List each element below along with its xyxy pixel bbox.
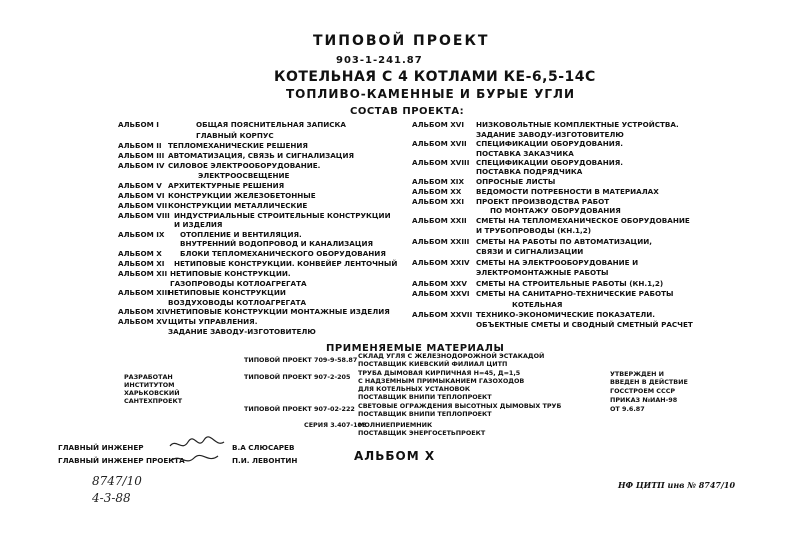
handwritten-number: 8747/10 (92, 474, 142, 488)
list-item: АЛЬБОМ XXVII ТЕХНИКО-ЭКОНОМИЧЕСКИЕ ПОКАЗАТЕЛИ. (412, 310, 655, 319)
material-desc: МОЛНИЕПРИЕМНИК (358, 421, 433, 429)
archive-code: НФ ЦИТП инв № 8747/10 (618, 480, 736, 490)
list-item: АЛЬБОМ II ТЕПЛОМЕХАНИЧЕСКИЕ РЕШЕНИЯ (118, 141, 308, 150)
list-item: АЛЬБОМ IX ОТОПЛЕНИЕ И ВЕНТИЛЯЦИЯ. (118, 230, 302, 239)
material-desc: СКЛАД УГЛЯ С ЖЕЛЕЗНОДОРОЖНОЙ ЭСТАКАДОЙ (358, 352, 545, 360)
material-supplier: ПОСТАВЩИК КИЕВСКИЙ ФИЛИАЛ ЦИТП (358, 360, 508, 368)
material-supplier: ПОСТАВЩИК ВНИПИ ТЕПЛОПРОЕКТ (358, 410, 492, 418)
list-item: АЛЬБОМ XXIV СМЕТЫ НА ЭЛЕКТРООБОРУДОВАНИЕ И (412, 258, 639, 267)
list-item: АЛЬБОМ XX ВЕДОМОСТИ ПОТРЕБНОСТИ В МАТЕРИАЛАХ (412, 187, 659, 196)
list-item: АЛЬБОМ XXI ПРОЕКТ ПРОИЗВОДСТВА РАБОТ (412, 197, 610, 206)
list-item: АЛЬБОМ XXIII СМЕТЫ НА РАБОТЫ ПО АВТОМАТИЗАЦИИ, (412, 237, 652, 246)
list-item: АЛЬБОМ III АВТОМАТИЗАЦИЯ, СВЯЗЬ И СИГНАЛИЗАЦИЯ (118, 151, 355, 160)
project-code: 903-1-241.87 (336, 55, 423, 66)
list-item: АЛЬБОМ XV ЩИТЫ УПРАВЛЕНИЯ. (118, 317, 258, 326)
material-desc: С НАДЗЕМНЫМ ПРИМЫКАНИЕМ ГАЗОХОДОВ (358, 377, 525, 385)
list-item: АЛЬБОМ VIII ИНДУСТРИАЛЬНЫЕ СТРОИТЕЛЬНЫЕ КОНСТРУКЦИИ (118, 211, 391, 220)
list-item: АЛЬБОМ XXV СМЕТЫ НА СТРОИТЕЛЬНЫЕ РАБОТЫ (КН.1,2) (412, 279, 664, 288)
list-item: АЛЬБОМ I ОБЩАЯ ПОЯСНИТЕЛЬНАЯ ЗАПИСКА (118, 120, 346, 129)
material-project: ТИПОВОЙ ПРОЕКТ 907-2-205 (244, 373, 351, 381)
material-supplier: ПОСТАВЩИК ВНИПИ ТЕПЛОПРОЕКТ (358, 393, 492, 401)
material-desc: ДЛЯ КОТЕЛЬНЫХ УСТАНОВОК (358, 385, 471, 393)
list-item: АЛЬБОМ XXII СМЕТЫ НА ТЕПЛОМЕХАНИЧЕСКОЕ ОБОРУДОВАНИЕ (412, 216, 690, 225)
signature-name: П.И. ЛЕВОНТИН (232, 456, 298, 465)
album-label: АЛЬБОМ Х (354, 449, 436, 463)
list-item: АЛЬБОМ XIV НЕТИПОВЫЕ КОНСТРУКЦИИ МОНТАЖНЫЕ ИЗДЕЛИЯ (118, 307, 390, 316)
list-item: АЛЬБОМ XVII СПЕЦИФИКАЦИИ ОБОРУДОВАНИЯ. (412, 139, 624, 148)
material-desc: СВЕТОВЫЕ ОГРАЖДЕНИЯ ВЫСОТНЫХ ДЫМОВЫХ ТРУБ (358, 402, 562, 410)
project-subtitle: КОТЕЛЬНАЯ С 4 КОТЛАМИ КЕ-6,5-14С (274, 69, 596, 85)
list-item: АЛЬБОМ V АРХИТЕКТУРНЫЕ РЕШЕНИЯ (118, 181, 285, 190)
signature-scribble (168, 436, 228, 468)
signature-name: В.А СЛЮСАРЕВ (232, 443, 295, 452)
fuel-type: ТОПЛИВО-КАМЕННЫЕ И БУРЫЕ УГЛИ (286, 87, 576, 101)
material-project: СЕРИЯ 3.407-108 (304, 421, 367, 429)
list-item: АЛЬБОМ IV СИЛОВОЕ ЭЛЕКТРООБОРУДОВАНИЕ. (118, 161, 321, 170)
signature-role: ГЛАВНЫЙ ИНЖЕНЕР (58, 443, 144, 452)
signature-role: ГЛАВНЫЙ ИНЖЕНЕР ПРОЕКТА (58, 456, 185, 465)
material-desc: ТРУБА ДЫМОВАЯ КИРПИЧНАЯ Н=45, Д=1,5 (358, 369, 521, 377)
list-item: АЛЬБОМ XII НЕТИПОВЫЕ КОНСТРУКЦИИ. (118, 269, 291, 278)
list-item: АЛЬБОМ XXVI СМЕТЫ НА САНИТАРНО-ТЕХНИЧЕСКИЕ РАБОТЫ (412, 289, 674, 298)
list-item: АЛЬБОМ VII КОНСТРУКЦИИ МЕТАЛЛИЧЕСКИЕ (118, 201, 308, 210)
list-item: АЛЬБОМ XVI НИЗКОВОЛЬТНЫЕ КОМПЛЕКТНЫЕ УСТРОЙСТВА. (412, 120, 679, 129)
materials-heading: ПРИМЕНЯЕМЫЕ МАТЕРИАЛЫ (326, 343, 505, 354)
list-item: АЛЬБОМ X БЛОКИ ТЕПЛОМЕХАНИЧЕСКОГО ОБОРУДОВАНИЯ (118, 249, 386, 258)
project-type-title: ТИПОВОЙ ПРОЕКТ (313, 33, 490, 49)
composition-heading: СОСТАВ ПРОЕКТА: (350, 106, 465, 117)
material-project: ТИПОВОЙ ПРОЕКТ 907-02-222 (244, 405, 355, 413)
list-item: АЛЬБОМ XIII НЕТИПОВЫЕ КОНСТРУКЦИИ (118, 288, 286, 297)
list-item: АЛЬБОМ XIX ОПРОСНЫЕ ЛИСТЫ (412, 177, 556, 186)
list-item: АЛЬБОМ XI НЕТИПОВЫЕ КОНСТРУКЦИИ. КОНВЕЙЕР ЛЕНТОЧНЫЙ (118, 259, 398, 268)
material-supplier: ПОСТАВЩИК ЭНЕРГОСЕТЬПРОЕКТ (358, 429, 486, 437)
list-item: АЛЬБОМ XVIII СПЕЦИФИКАЦИИ ОБОРУДОВАНИЯ. (412, 158, 624, 167)
list-item: АЛЬБОМ VI КОНСТРУКЦИИ ЖЕЛЕЗОБЕТОННЫЕ (118, 191, 316, 200)
handwritten-date: 4-3-88 (92, 491, 131, 505)
material-project: ТИПОВОЙ ПРОЕКТ 709-9-58.87 (244, 356, 358, 364)
